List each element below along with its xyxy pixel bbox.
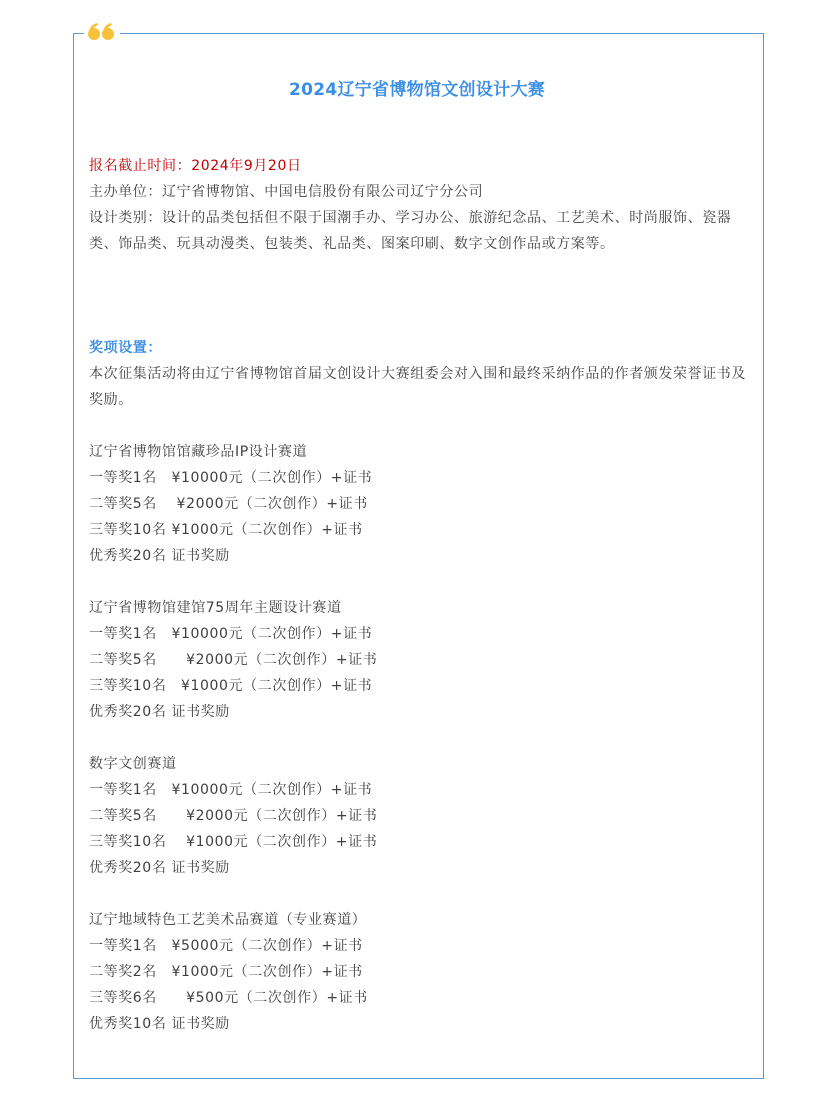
section-spacer	[89, 725, 751, 751]
prize-line: 优秀奖20名 证书奖励	[89, 860, 230, 876]
prize-line: 二等奖5名 ¥2000元（二次创作）+证书	[89, 808, 378, 824]
prize-line: 一等奖1名 ¥10000元（二次创作）+证书	[89, 782, 373, 798]
article-body	[89, 153, 751, 1037]
organizer-text: 主办单位：辽宁省博物馆、中国电信股份有限公司辽宁分公司	[89, 184, 484, 200]
section-spacer	[89, 257, 751, 335]
track-name: 数字文创赛道	[89, 756, 177, 772]
awards-description: 本次征集活动将由辽宁省博物馆首届文创设计大赛组委会对入围和最终采纳作品的作者颁发荣誉证书及奖励。	[89, 366, 746, 408]
section-spacer	[89, 881, 751, 907]
prize-line: 二等奖2名 ¥1000元（二次创作）+证书	[89, 964, 363, 980]
quote-icon	[84, 20, 120, 44]
prize-line: 优秀奖20名 证书奖励	[89, 548, 230, 564]
track-name: 辽宁省博物馆建馆75周年主题设计赛道	[89, 600, 342, 616]
award-track	[89, 907, 751, 1037]
page-title: 2024辽宁省博物馆文创设计大赛	[288, 80, 546, 100]
prize-line: 一等奖1名 ¥10000元（二次创作）+证书	[89, 626, 373, 642]
section-spacer	[89, 569, 751, 595]
prize-line: 一等奖1名 ¥10000元（二次创作）+证书	[89, 470, 373, 486]
prize-line: 一等奖1名 ¥5000元（二次创作）+证书	[89, 938, 363, 954]
prize-line: 三等奖10名 ¥1000元（二次创作）+证书	[89, 678, 373, 694]
track-name: 辽宁省博物馆馆藏珍品IP设计赛道	[89, 444, 308, 460]
award-track	[89, 439, 751, 569]
track-name: 辽宁地域特色工艺美术品赛道（专业赛道）	[89, 912, 367, 928]
prize-line: 三等奖10名 ¥1000元（二次创作）+证书	[89, 834, 378, 850]
prize-line: 三等奖10名 ¥1000元（二次创作）+证书	[89, 522, 363, 538]
prize-line: 二等奖5名 ¥2000元（二次创作）+证书	[89, 496, 368, 512]
deadline-text: 报名截止时间：2024年9月20日	[89, 158, 302, 174]
awards-heading: 奖项设置：	[89, 340, 162, 356]
category-text: 设计类别：设计的品类包括但不限于国潮手办、学习办公、旅游纪念品、工艺美术、时尚服饰、瓷器类、饰品类、玩具动漫类、包装类、礼品类、图案印刷、数字文创作品或方案等。	[89, 210, 732, 252]
prize-line: 二等奖5名 ¥2000元（二次创作）+证书	[89, 652, 378, 668]
award-track	[89, 595, 751, 725]
quote-icon-graphic	[86, 22, 118, 42]
prize-line: 优秀奖20名 证书奖励	[89, 704, 230, 720]
section-spacer	[89, 413, 751, 439]
prize-line: 三等奖6名 ¥500元（二次创作）+证书	[89, 990, 368, 1006]
award-track	[89, 751, 751, 881]
prize-line: 优秀奖10名 证书奖励	[89, 1016, 230, 1032]
